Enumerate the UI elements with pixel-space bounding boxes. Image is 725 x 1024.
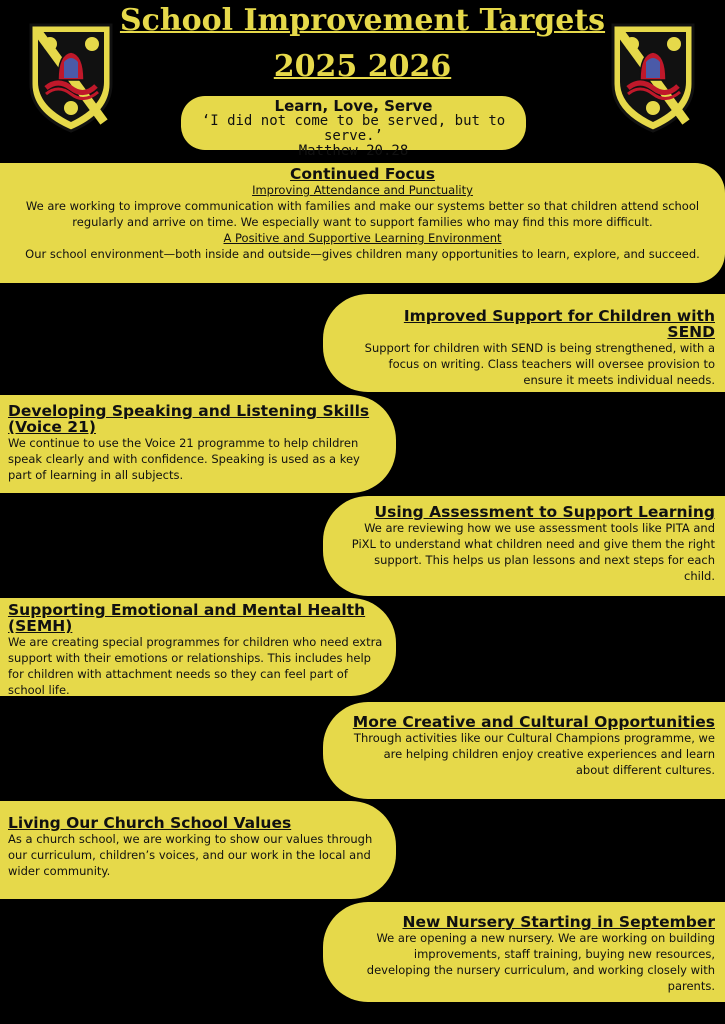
assessment-heading: Using Assessment to Support Learning (374, 503, 715, 521)
semh-heading: Supporting Emotional and Mental Health (SEMH) (8, 601, 366, 635)
nursery-text: We are opening a new nursery. We are working on building improvements, staff training, buying new resources, developing the nursery curriculum, and working closely with parents. (366, 931, 715, 993)
semh-text: We are creating special programmes for children who need extra support with their emotions or relationships. This includes help for children with attachment needs so they can feel part of school life. (8, 635, 383, 696)
creative-text: Through activities like our Cultural Champions programme, we are helping children enjoy creative experiences and learn about different cultures. (353, 731, 715, 777)
page-title-line-1: School Improvement Targets (119, 3, 606, 38)
school-crest-icon (610, 22, 696, 134)
environment-text: Our school environment—both inside and outside—gives children many opportunities to learn, explore, and succeed. (25, 247, 700, 261)
motto-quote: ‘I did not come to be served, but to serve.’ (201, 113, 506, 144)
send-panel (323, 294, 725, 392)
creative-heading: More Creative and Cultural Opportunities (352, 713, 715, 731)
attendance-text: We are working to improve communication with families and make our systems better so that children attend school regularly and arrive on time. We especially want to support families who may find this more difficult. (25, 199, 700, 229)
environment-subheading: A Positive and Supportive Learning Environment (223, 231, 502, 245)
church-values-text: As a church school, we are working to show our values through our curriculum, children’s voices, and our work in the local and wider community. (8, 832, 373, 878)
assessment-text: We are reviewing how we use assessment tools like PITA and PiXL to understand what children need and give them the right support. This helps us plan lessons and next steps for each child. (351, 521, 715, 583)
nursery-heading: New Nursery Starting in September (402, 913, 715, 931)
continued-focus-heading: Continued Focus (290, 165, 435, 183)
assessment-panel (323, 496, 725, 596)
send-heading: Improved Support for Children with SEND (403, 307, 715, 341)
motto-title: Learn, Love, Serve (274, 97, 433, 115)
page-title-line-2: 2025 2026 (273, 49, 452, 84)
school-motto (181, 96, 526, 159)
send-text: Support for children with SEND is being strengthened, with a focus on writing. Class teachers will oversee provision to ensure it meets individual needs. (364, 341, 715, 387)
speaking-panel (0, 395, 396, 493)
creative-panel (323, 702, 725, 799)
church-values-heading: Living Our Church School Values (8, 814, 292, 832)
school-crest-icon (28, 22, 114, 134)
speaking-heading: Developing Speaking and Listening Skills (Voice 21) (8, 402, 370, 436)
church-values-panel (0, 801, 396, 899)
attendance-subheading: Improving Attendance and Punctuality (252, 183, 473, 197)
semh-panel (0, 598, 396, 696)
nursery-panel (323, 902, 725, 1002)
motto-reference: Matthew 20.28 (298, 143, 409, 159)
speaking-text: We continue to use the Voice 21 programme to help children speak clearly and with confidence. Speaking is used as a key part of learning in all subjects. (8, 436, 360, 482)
continued-focus-panel (0, 163, 725, 283)
